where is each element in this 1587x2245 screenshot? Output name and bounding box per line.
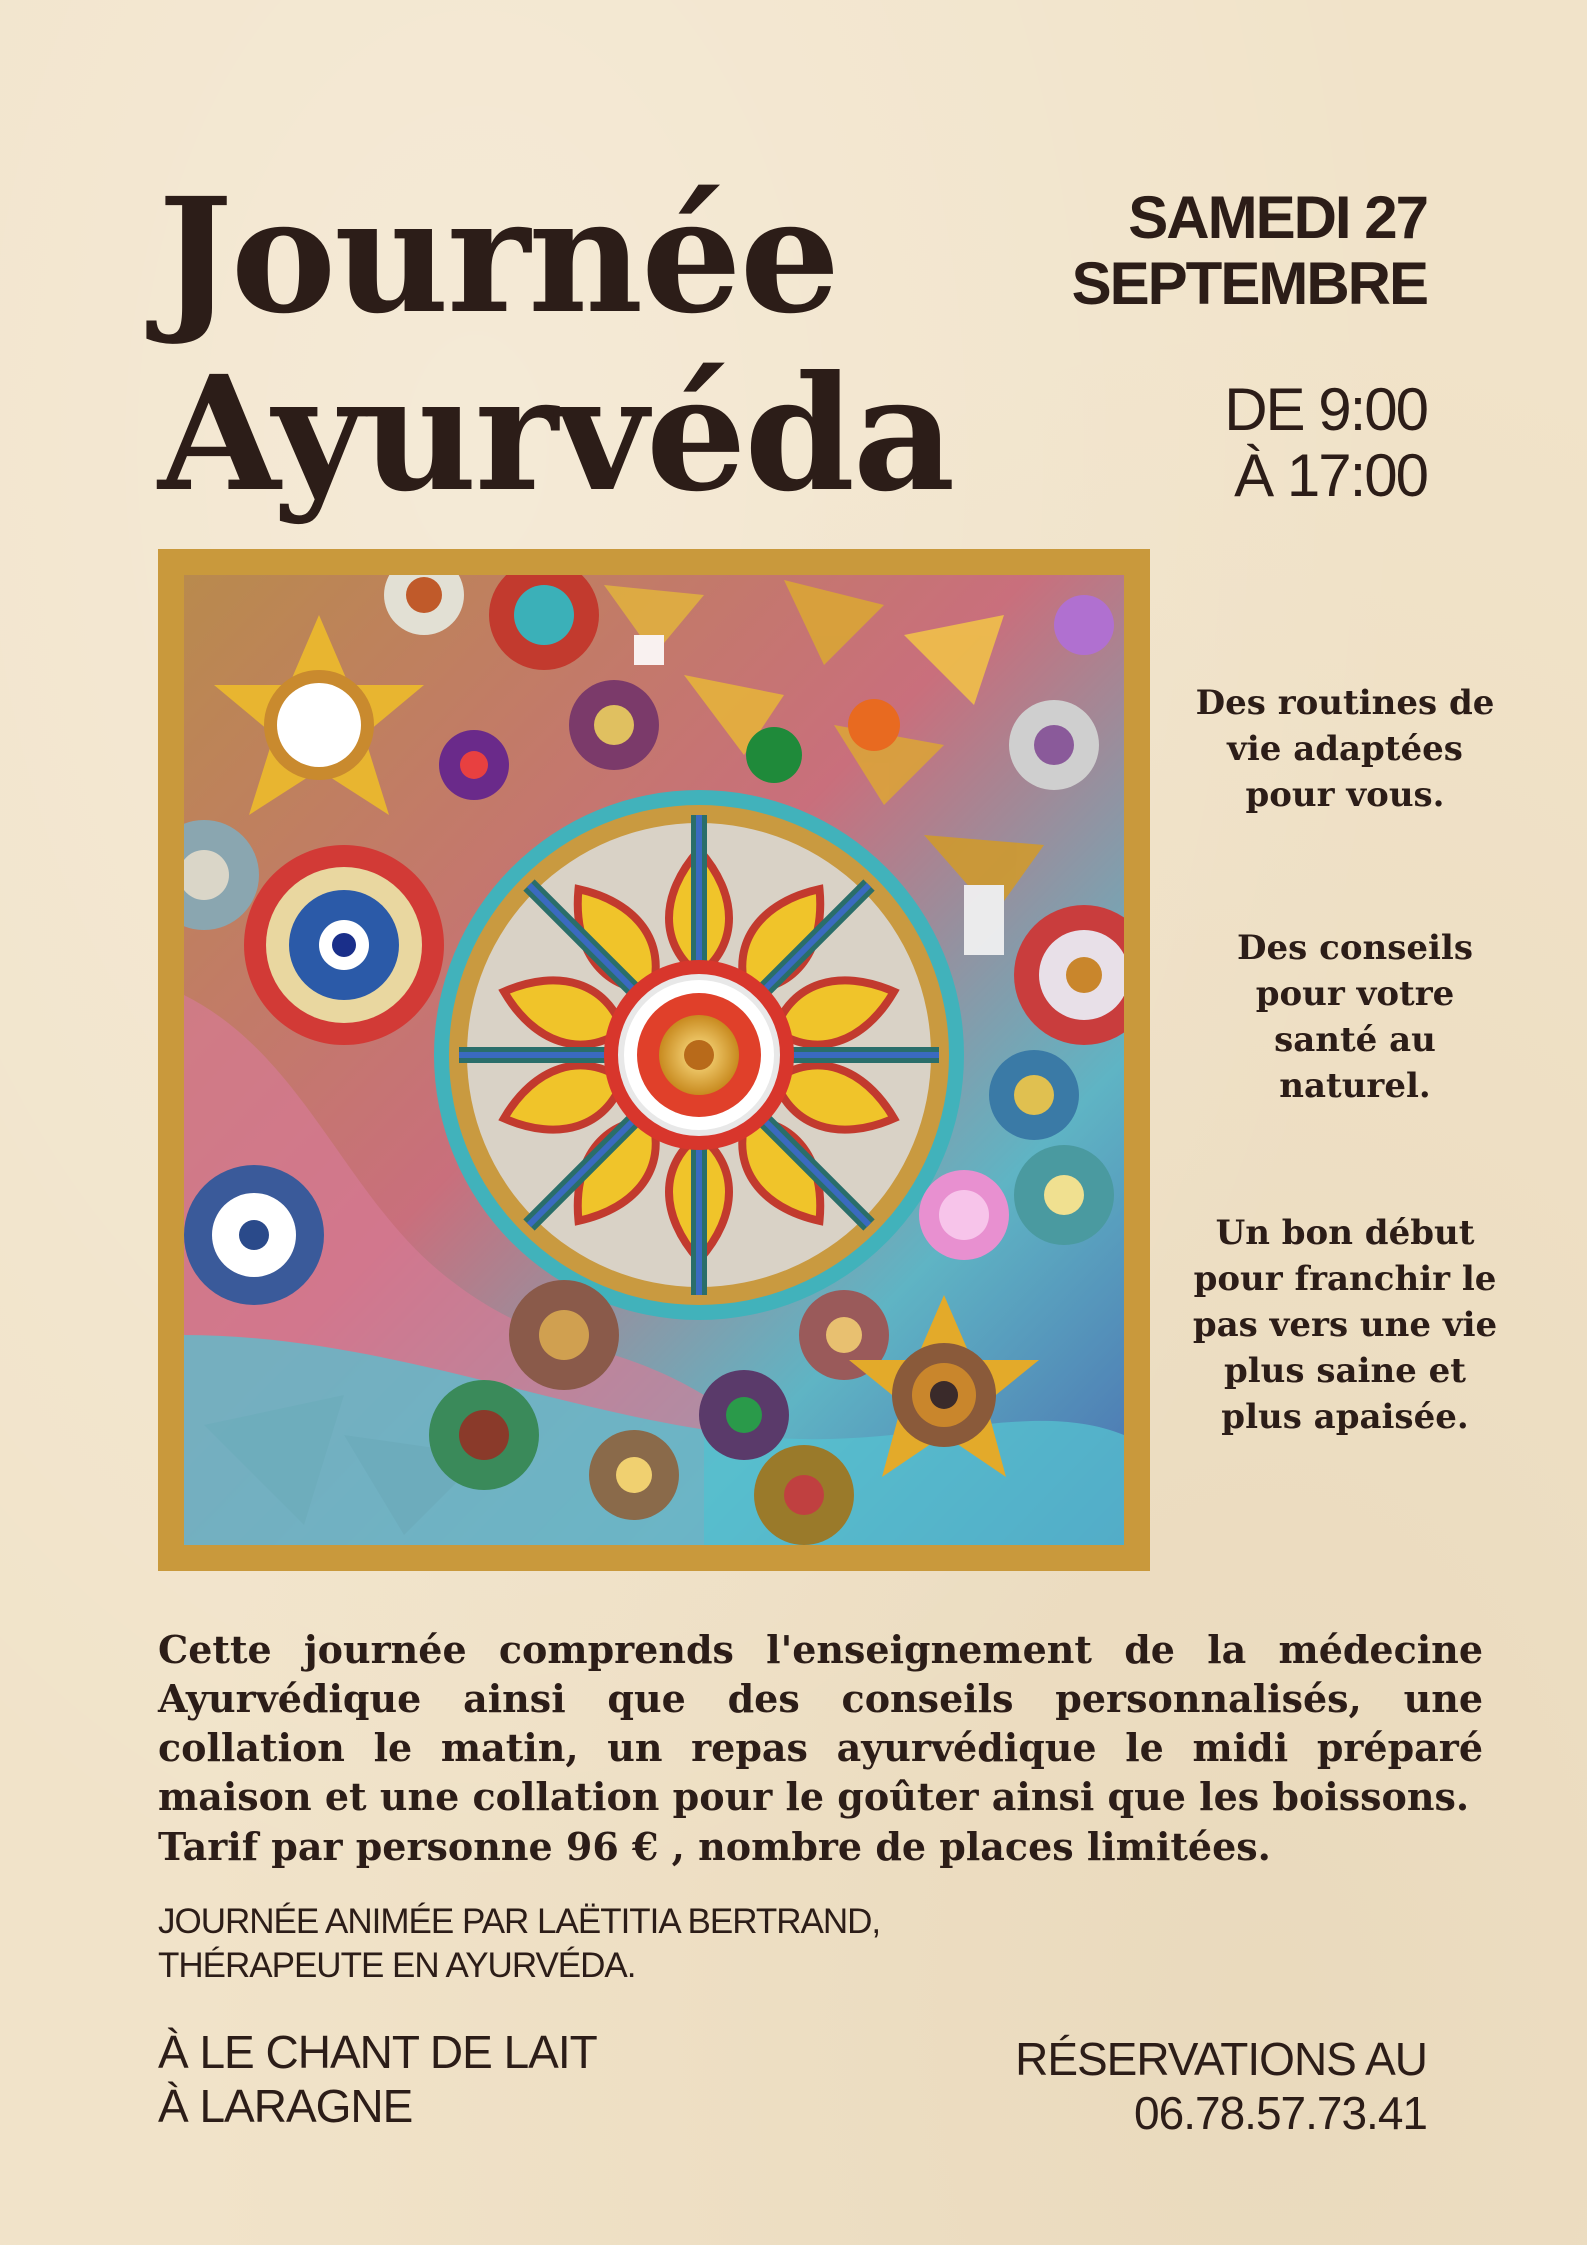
mosaic-mandala-image [184, 575, 1124, 1545]
host-info [158, 1900, 1058, 1988]
host-line-1: JOURNÉE ANIMÉE PAR LAËTITIA BERTRAND, [158, 1902, 881, 1941]
event-time [827, 377, 1427, 509]
date-line-2: SEPTEMBRE [1071, 250, 1427, 317]
feature-bon-debut: Un bon début pour franchir le pas vers une vie plus saine et plus apaisée. [1192, 1213, 1498, 1437]
reservation-info [727, 2032, 1427, 2140]
feature-conseils: Des conseils pour votre santé au naturel. [1237, 928, 1473, 1106]
feature-routines: Des routines de vie adaptées pour vous. [1195, 683, 1495, 815]
price-info: Tarif par personne 96 € , nombre de places limitées. [158, 1824, 1271, 1869]
reservation-label: RÉSERVATIONS AU [1015, 2033, 1427, 2085]
time-line-2: À 17:00 [1234, 442, 1427, 509]
title-line-1: Journée [158, 164, 839, 349]
host-line-2: THÉRAPEUTE EN AYURVÉDA. [158, 1946, 636, 1985]
date-line-1: SAMEDI 27 [1128, 184, 1427, 251]
venue-line-2: À LARAGNE [158, 2080, 413, 2132]
title-line-2: Ayurvéda [158, 342, 954, 527]
event-date [827, 185, 1427, 317]
event-description: Cette journée comprends l'enseignement de la médecine Ayurvédique ainsi que des conseils personnalisés, une collation le matin, un repas ayurvédique le midi préparé maison et une collation pour le goûter ainsi que les boissons. [158, 1627, 1483, 1819]
time-line-1: DE 9:00 [1224, 376, 1427, 443]
venue-line-1: À LE CHANT DE LAIT [158, 2026, 597, 2078]
mosaic-image-frame [158, 549, 1150, 1571]
reservation-phone[interactable]: 06.78.57.73.41 [1134, 2087, 1427, 2139]
